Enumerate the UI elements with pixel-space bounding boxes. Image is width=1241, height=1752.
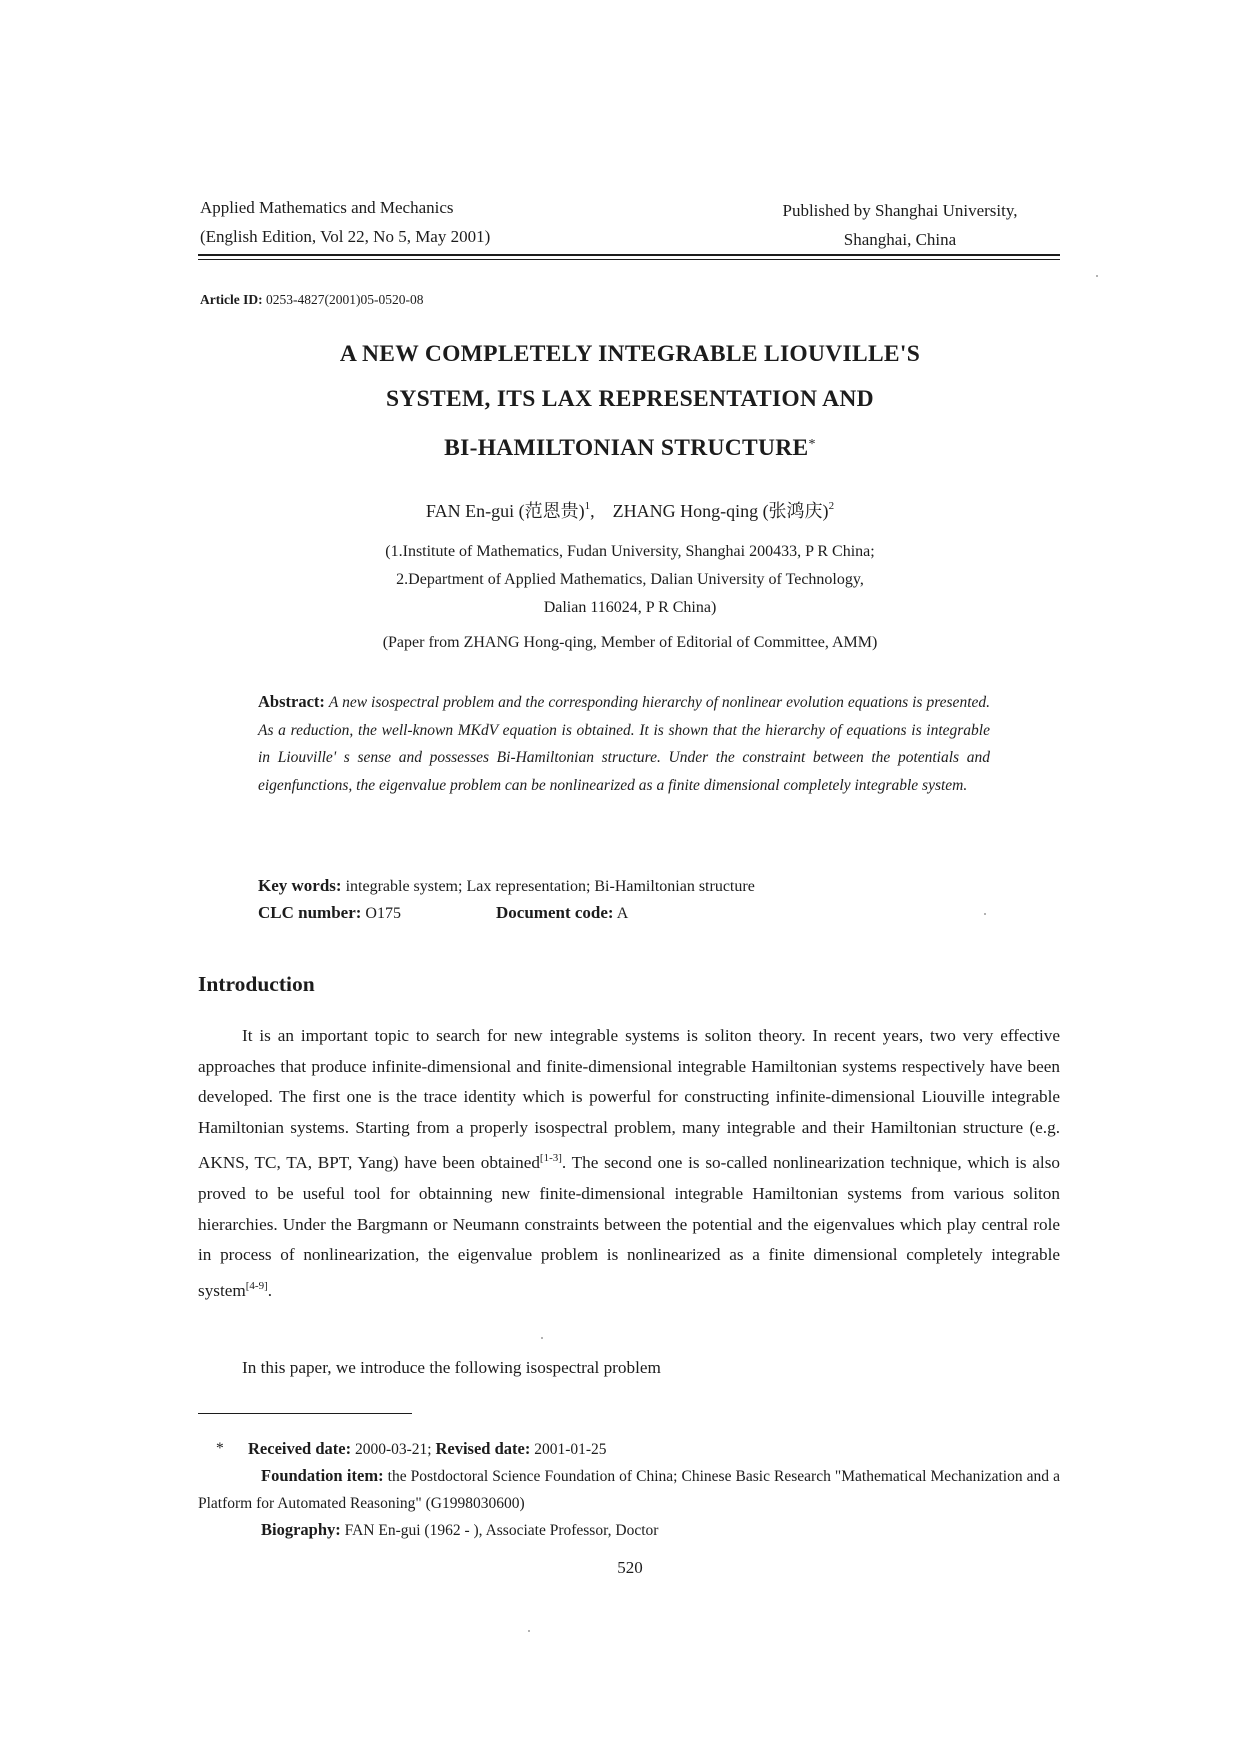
section-heading-introduction: Introduction xyxy=(198,972,315,996)
journal-name: Applied Mathematics and Mechanics xyxy=(200,198,454,217)
journal-info xyxy=(200,193,490,251)
publisher-info xyxy=(740,196,1060,254)
clc-label: CLC number: xyxy=(258,903,362,922)
footnote-biography xyxy=(198,1516,1123,1544)
author-fan: FAN En-gui (范恩贵) xyxy=(425,501,585,521)
scan-speck xyxy=(541,1337,543,1339)
author-fan-affil: 1 xyxy=(584,500,591,512)
authors xyxy=(200,497,1060,523)
affiliation-2: 2.Department of Applied Mathematics, Dalian University of Technology, xyxy=(396,571,864,588)
header-rule-thin xyxy=(198,259,1060,260)
footnote-foundation xyxy=(198,1462,1060,1517)
revised-value: 2001-01-25 xyxy=(534,1441,607,1458)
article-id-label: Article ID: xyxy=(200,292,263,307)
citation-1-3: [1-3] xyxy=(539,1152,562,1165)
author-zhang: ZHANG Hong-qing (张鸿庆) xyxy=(612,501,829,521)
scan-speck xyxy=(1096,275,1098,277)
affiliations xyxy=(200,538,1060,622)
keywords xyxy=(258,876,755,896)
received-value: 2000-03-21; xyxy=(354,1441,432,1458)
affiliation-2-cont: Dalian 116024, P R China) xyxy=(543,599,717,616)
intro-text-c: . xyxy=(267,1280,273,1300)
publisher-name: Published by Shanghai University, xyxy=(782,201,1018,220)
author-zhang-affil: 2 xyxy=(828,500,835,512)
intro-paragraph-1 xyxy=(198,1021,1060,1306)
title-line-2: SYSTEM, ITS LAX REPRESENTATION AND xyxy=(386,386,874,412)
page-number: 520 xyxy=(617,1558,643,1577)
title-line-3-text: BI-HAMILTONIAN STRUCTURE xyxy=(444,435,809,461)
footnote-dates xyxy=(198,1435,1110,1463)
abstract-text: A new isospectral problem and the corresponding hierarchy of nonlinear evolution equations is presented. As a reduction, the well-known MKdV equation is obtained. It is shown that the hierarchy of equations is integrable in Liouville' s sense and possesses Bi-Hamiltonian structure. Under the constraint between the potentials and eigenfunctions, the eigenvalue problem can be nonlinearized as a finite dimensional completely integrable system. xyxy=(258,694,991,794)
document-code-value: A xyxy=(616,905,629,922)
title-line-1: A NEW COMPLETELY INTEGRABLE LIOUVILLE'S xyxy=(339,341,921,367)
foundation-label: Foundation item: xyxy=(261,1466,384,1485)
revised-label: Revised date: xyxy=(435,1439,531,1458)
paper-from-note: (Paper from ZHANG Hong-qing, Member of Editorial of Committee, AMM) xyxy=(382,634,878,651)
article-id xyxy=(200,292,423,308)
article-id-value: 0253-4827(2001)05-0520-08 xyxy=(265,292,424,307)
received-label: Received date: xyxy=(248,1439,352,1458)
scan-speck xyxy=(984,913,986,915)
title-footnote-mark: * xyxy=(808,437,816,452)
scan-speck xyxy=(528,1630,530,1632)
clc-value: O175 xyxy=(365,905,401,922)
paper-title xyxy=(200,332,1060,471)
clc-line xyxy=(258,903,629,923)
citation-4-9: [4-9] xyxy=(245,1279,268,1292)
footnote-rule xyxy=(198,1413,412,1414)
keywords-label: Key words: xyxy=(258,876,342,895)
biography-text: FAN En-gui (1962 - ), Associate Professor, Doctor xyxy=(344,1522,659,1539)
document-code-label: Document code: xyxy=(496,903,614,922)
document-code xyxy=(496,903,628,923)
footnote-star: * xyxy=(216,1440,224,1457)
affiliation-1: (1.Institute of Mathematics, Fudan University, Shanghai 200433, P R China; xyxy=(385,543,875,560)
title-line-3 xyxy=(200,422,1060,471)
keywords-text: integrable system; Lax representation; Bi-Hamiltonian structure xyxy=(345,878,755,895)
abstract-label: Abstract: xyxy=(258,692,325,711)
journal-edition: (English Edition, Vol 22, No 5, May 2001) xyxy=(200,227,491,246)
publisher-location: Shanghai, China xyxy=(843,230,957,249)
foundation-text: the Postdoctoral Science Foundation of China; Chinese Basic Research "Mathematical Mechanization and a Platform for Automated Reasoning" (G1998030600) xyxy=(198,1468,1060,1512)
intro-text-a: It is an important topic to search for new integrable systems is soliton theory. In recent years, two very effective approaches that produce infinite-dimensional and finite-dimensional integrable Hamiltonian systems respectively have been developed. The first one is the trace identity which is powerful for constructing infinite-dimensional Liouville integrable Hamiltonian systems. Starting from a properly isospectral problem, many integrable and their Hamiltonian structure (e.g. AKNS, TC, TA, BPT, Yang) have been obtained xyxy=(198,1026,1060,1173)
abstract xyxy=(258,688,990,799)
biography-label: Biography: xyxy=(261,1520,341,1539)
author-separator: , xyxy=(590,501,595,521)
header-rule-thick xyxy=(198,254,1060,256)
intro-text-b: . The second one is so-called nonlinearization technique, which is also proved to be useful tool for obtainning new finite-dimensional integrable Hamiltonian systems from various soliton hierarchies. Under the Bargmann or Neumann constraints between the potential and the eigenvalues which play central role in process of nonlinearization, the eigenvalue problem is nonlinearized as a finite dimensional completely integrable system xyxy=(198,1153,1060,1300)
intro-paragraph-2: In this paper, we introduce the following isospectral problem xyxy=(242,1358,661,1377)
